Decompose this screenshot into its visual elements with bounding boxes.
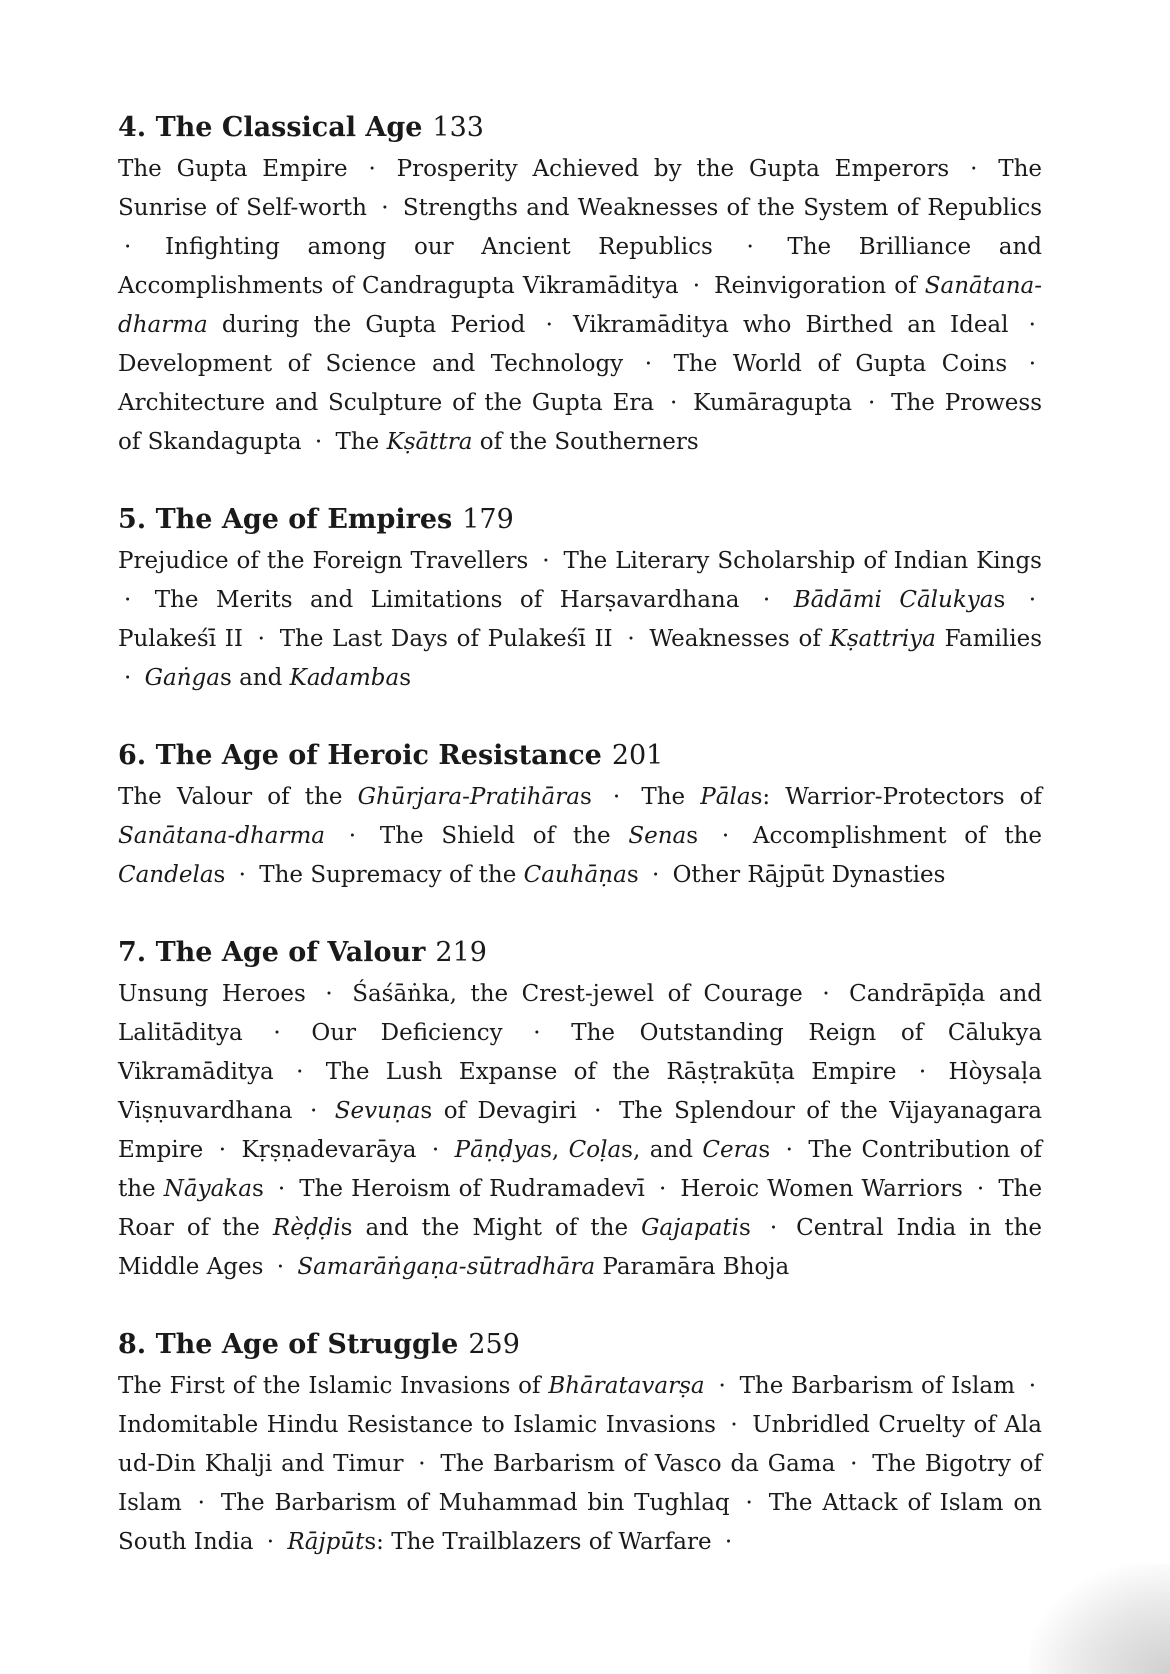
topic-separator: · bbox=[273, 1020, 281, 1046]
topic-text: s: Warrior-Protectors of bbox=[750, 784, 1043, 810]
topic-text: Unsung Heroes bbox=[118, 981, 306, 1007]
chapter-heading bbox=[118, 108, 1042, 148]
topic-separator: · bbox=[718, 1373, 726, 1399]
topic-item bbox=[573, 312, 1008, 338]
page-curl-shadow bbox=[1030, 1564, 1170, 1674]
topic-separator: · bbox=[785, 1137, 793, 1163]
topic-text: Central India in the Middle Ages bbox=[118, 1215, 1043, 1280]
chapter-entry bbox=[118, 108, 1042, 462]
chapter-page-number: 259 bbox=[468, 1329, 520, 1360]
topic-text: Hòysaḷa Viṣṇuvardhana bbox=[118, 1059, 1042, 1124]
chapter-title: 7. The Age of Valour bbox=[118, 937, 426, 968]
topic-text: The Lush Expanse of the Rāṣṭrakūṭa Empire bbox=[325, 1059, 897, 1085]
topic-italic-term: Pāṇḍya bbox=[454, 1137, 541, 1163]
topic-italic-term: Candela bbox=[118, 862, 214, 888]
topic-text: Families bbox=[935, 626, 1043, 652]
topic-text: s and the Might of the bbox=[340, 1215, 642, 1241]
topic-item bbox=[680, 1176, 962, 1202]
topic-separator: · bbox=[730, 1412, 738, 1438]
topic-text: s, and bbox=[621, 1137, 703, 1163]
topic-separator: · bbox=[542, 548, 550, 574]
topic-text: s, bbox=[540, 1137, 569, 1163]
topic-text: s bbox=[993, 587, 1006, 613]
topic-text: Infighting among our Ancient Republics bbox=[164, 234, 713, 260]
topic-separator: · bbox=[658, 1176, 667, 1202]
topic-separator: · bbox=[309, 1098, 318, 1124]
topic-text: Prosperity Achieved by the Gupta Emperors bbox=[396, 156, 950, 182]
topic-text: Prejudice of the Foreign Travellers bbox=[118, 548, 529, 574]
topic-separator: · bbox=[822, 981, 830, 1007]
topic-separator: · bbox=[266, 1529, 275, 1555]
topic-item bbox=[740, 1373, 1015, 1399]
topic-italic-term: Rājpūt bbox=[287, 1529, 365, 1555]
topic-text: The Roar of the bbox=[118, 1176, 1043, 1241]
chapter-heading bbox=[118, 933, 1042, 973]
topic-text: s bbox=[579, 784, 592, 810]
topic-item bbox=[118, 1373, 705, 1399]
topic-separator: · bbox=[1028, 312, 1036, 338]
topic-text: The Splendour of the Vijayanagara Empire bbox=[118, 1098, 1043, 1163]
topic-text: The Supremacy of the bbox=[259, 862, 524, 888]
topic-text: s and bbox=[219, 665, 290, 691]
topic-separator: · bbox=[692, 273, 701, 299]
topic-separator: · bbox=[314, 429, 323, 455]
topic-separator: · bbox=[745, 1490, 753, 1516]
topic-text: The Last Days of Pulakeśī II bbox=[279, 626, 613, 652]
topic-text: The Gupta Empire bbox=[118, 156, 348, 182]
topic-italic-term: Pāla bbox=[700, 784, 751, 810]
topic-item bbox=[794, 587, 1006, 613]
topic-separator: · bbox=[762, 587, 771, 613]
topic-separator: · bbox=[431, 1137, 440, 1163]
topic-text: Strengths and Weaknesses of the System of Republics bbox=[402, 195, 1043, 221]
topic-italic-term: Sanātana-dharma bbox=[118, 823, 326, 849]
topic-italic-term: Nāyaka bbox=[163, 1176, 252, 1202]
topic-item bbox=[221, 1490, 730, 1516]
topic-item bbox=[118, 390, 654, 416]
topic-item bbox=[335, 1098, 577, 1124]
topic-separator: · bbox=[1028, 1373, 1037, 1399]
topic-separator: · bbox=[124, 587, 132, 613]
topic-italic-term: Sena bbox=[628, 823, 687, 849]
chapter-page-number: 179 bbox=[462, 504, 514, 535]
topic-text: The Brilliance and Accomplishments of Candragupta Vikramāditya bbox=[118, 234, 1042, 299]
topic-item bbox=[649, 626, 1042, 652]
topic-text: The Prowess of Skandagupta bbox=[118, 390, 1043, 455]
topic-text: Indomitable Hindu Resistance to Islamic Invasions bbox=[118, 1412, 716, 1438]
topic-text: of the Southerners bbox=[472, 429, 699, 455]
topic-text: The Outstanding Reign of Cālukya Vikramāditya bbox=[118, 1020, 1043, 1085]
topic-text: Architecture and Sculpture of the Gupta Era bbox=[118, 390, 655, 416]
topic-item bbox=[118, 1412, 716, 1438]
topic-text: Kṛṣṇadevarāya bbox=[241, 1137, 417, 1163]
chapter-topics bbox=[118, 975, 1042, 1287]
topic-separator: · bbox=[124, 234, 132, 260]
chapter-page-number: 133 bbox=[432, 112, 484, 143]
topic-item bbox=[352, 981, 803, 1007]
chapter-title: 5. The Age of Empires bbox=[118, 504, 453, 535]
topic-italic-term: Bhāratavarṣa bbox=[548, 1373, 705, 1399]
topic-separator: · bbox=[644, 351, 653, 377]
topic-text: Kumāragupta bbox=[693, 390, 853, 416]
topic-text: s bbox=[739, 1215, 751, 1241]
topic-text: s bbox=[251, 1176, 264, 1202]
topic-item bbox=[440, 1451, 835, 1477]
chapter-entry bbox=[118, 736, 1042, 895]
chapter-title: 4. The Classical Age bbox=[118, 112, 423, 143]
topic-item bbox=[287, 1529, 711, 1555]
topic-italic-term: Sevuṇa bbox=[334, 1098, 421, 1124]
topic-item bbox=[118, 626, 243, 652]
topic-separator: · bbox=[918, 1059, 927, 1085]
topic-italic-term: Ghūrjara-Pratihāra bbox=[357, 784, 580, 810]
topic-text: Unbridled Cruelty of Ala ud-Din Khalji and Timur bbox=[118, 1412, 1042, 1477]
chapter-title: 6. The Age of Heroic Resistance bbox=[118, 740, 602, 771]
topic-item bbox=[118, 156, 348, 182]
topic-separator: · bbox=[124, 665, 132, 691]
topic-text: Weaknesses of bbox=[649, 626, 830, 652]
topic-item bbox=[118, 784, 592, 810]
topic-separator: · bbox=[368, 156, 376, 182]
chapter-page-number: 219 bbox=[435, 937, 487, 968]
topic-item bbox=[280, 626, 613, 652]
topic-text: s: The Trailblazers of Warfare bbox=[364, 1529, 712, 1555]
topic-item bbox=[397, 156, 950, 182]
topic-text: The First of the Islamic Invasions of bbox=[118, 1373, 549, 1399]
topic-italic-term: Samarāṅgaṇa-sūtradhāra bbox=[297, 1254, 596, 1280]
topic-separator: · bbox=[627, 626, 635, 652]
topic-text: The Contribution of the bbox=[118, 1137, 1042, 1202]
topic-item bbox=[335, 429, 698, 455]
topic-separator: · bbox=[970, 156, 978, 182]
topic-italic-term: Cauhāṇa bbox=[523, 862, 627, 888]
topic-text: s bbox=[399, 665, 412, 691]
topic-separator: · bbox=[669, 390, 678, 416]
topic-text: s bbox=[686, 823, 699, 849]
topic-separator: · bbox=[850, 1451, 858, 1477]
topic-text: The Valour of the bbox=[118, 784, 358, 810]
topic-italic-term: Bādāmi Cālukya bbox=[793, 587, 994, 613]
topic-separator: · bbox=[533, 1020, 541, 1046]
chapter-topics bbox=[118, 542, 1042, 698]
chapter-list bbox=[118, 108, 1042, 1562]
topic-text: s bbox=[758, 1137, 771, 1163]
topic-italic-term: Kadamba bbox=[289, 665, 400, 691]
topic-italic-term: Sanātana-dharma bbox=[118, 273, 1043, 338]
topic-item bbox=[380, 823, 698, 849]
topic-separator: · bbox=[976, 1176, 985, 1202]
topic-text: s bbox=[626, 862, 639, 888]
topic-text: The Shield of the bbox=[379, 823, 629, 849]
topic-separator: · bbox=[348, 823, 357, 849]
topic-item bbox=[455, 1137, 771, 1163]
chapter-entry bbox=[118, 933, 1042, 1287]
topic-separator: · bbox=[867, 390, 876, 416]
topic-separator: · bbox=[381, 195, 389, 221]
topic-separator: · bbox=[418, 1451, 426, 1477]
table-of-contents-page bbox=[118, 108, 1042, 1600]
topic-text: The bbox=[641, 784, 701, 810]
topic-item bbox=[326, 1059, 897, 1085]
topic-text: Pulakeśī II bbox=[118, 626, 243, 652]
topic-separator: · bbox=[612, 784, 621, 810]
topic-item bbox=[165, 234, 713, 260]
topic-item bbox=[693, 390, 852, 416]
chapter-heading bbox=[118, 500, 1042, 540]
topic-text: Other Rājpūt Dynasties bbox=[672, 862, 946, 888]
chapter-heading bbox=[118, 1325, 1042, 1365]
topic-item bbox=[403, 195, 1042, 221]
topic-text: Our Deficiency bbox=[311, 1020, 503, 1046]
topic-text: The Attack of Islam on South India bbox=[118, 1490, 1042, 1555]
topic-text: The Literary Scholarship of Indian Kings bbox=[563, 548, 1042, 574]
chapter-page-number: 201 bbox=[611, 740, 664, 771]
topic-italic-term: Rèḍḍi bbox=[272, 1215, 341, 1241]
topic-separator: · bbox=[545, 312, 553, 338]
topic-text: The World of Gupta Coins bbox=[673, 351, 1008, 377]
topic-text: Accomplishment of the bbox=[752, 823, 1042, 849]
topic-text: The Sunrise of Self-worth bbox=[118, 156, 1043, 221]
topic-text: s bbox=[213, 862, 226, 888]
topic-separator: · bbox=[721, 823, 730, 849]
topic-text: s of Devagiri bbox=[420, 1098, 577, 1124]
topic-text: The bbox=[335, 429, 387, 455]
topic-item bbox=[118, 548, 528, 574]
chapter-topics bbox=[118, 1367, 1042, 1562]
topic-italic-term: Cera bbox=[702, 1137, 759, 1163]
topic-text: Śaśāṅka, the Crest-jewel of Courage bbox=[352, 981, 803, 1007]
topic-italic-term: Kṣattriya bbox=[829, 626, 936, 652]
topic-item bbox=[145, 665, 411, 691]
topic-separator: · bbox=[746, 234, 754, 260]
chapter-entry bbox=[118, 500, 1042, 698]
topic-separator: · bbox=[1028, 351, 1037, 377]
topic-separator: · bbox=[296, 1059, 304, 1085]
topic-text: Development of Science and Technology bbox=[118, 351, 624, 377]
topic-text: Heroic Women Warriors bbox=[680, 1176, 963, 1202]
topic-separator: · bbox=[197, 1490, 205, 1516]
chapter-title: 8. The Age of Struggle bbox=[118, 1329, 459, 1360]
topic-separator: · bbox=[277, 1176, 286, 1202]
topic-separator: · bbox=[651, 862, 660, 888]
topic-item bbox=[563, 548, 1042, 574]
topic-italic-term: Gaṅga bbox=[144, 665, 220, 691]
topic-text: The Merits and Limitations of Harṣavardhana bbox=[154, 587, 740, 613]
topic-item bbox=[241, 1137, 416, 1163]
topic-italic-term: Coḷa bbox=[568, 1137, 622, 1163]
topic-item bbox=[299, 1176, 645, 1202]
topic-text: Reinvigoration of bbox=[714, 273, 925, 299]
chapter-topics bbox=[118, 778, 1042, 895]
topic-item bbox=[259, 862, 638, 888]
topic-italic-term: Gajapati bbox=[641, 1215, 740, 1241]
topic-separator: · bbox=[276, 1254, 285, 1280]
topic-text: The Barbarism of Vasco da Gama bbox=[440, 1451, 836, 1477]
topic-separator: · bbox=[724, 1529, 733, 1555]
topic-item bbox=[297, 1254, 789, 1280]
topic-separator: · bbox=[769, 1215, 778, 1241]
topic-separator: · bbox=[238, 862, 246, 888]
topic-text: during the Gupta Period bbox=[207, 312, 526, 338]
topic-item bbox=[118, 351, 623, 377]
topic-text: The Barbarism of Muhammad bin Tughlaq bbox=[220, 1490, 730, 1516]
topic-separator: · bbox=[257, 626, 265, 652]
topic-separator: · bbox=[218, 1137, 227, 1163]
topic-text: The Barbarism of Islam bbox=[739, 1373, 1015, 1399]
topic-text: Candrāpīḍa and Lalitāditya bbox=[118, 981, 1043, 1046]
chapter-entry bbox=[118, 1325, 1042, 1562]
topic-separator: · bbox=[1028, 587, 1037, 613]
topic-text: Vikramāditya who Birthed an Ideal bbox=[573, 312, 1009, 338]
topic-item bbox=[155, 587, 740, 613]
topic-separator: · bbox=[325, 981, 333, 1007]
topic-item bbox=[118, 981, 306, 1007]
topic-text: The Bigotry of Islam bbox=[118, 1451, 1043, 1516]
topic-italic-term: Kṣāttra bbox=[386, 429, 473, 455]
topic-text: The Heroism of Rudramadevī bbox=[299, 1176, 645, 1202]
topic-item bbox=[674, 351, 1008, 377]
chapter-heading bbox=[118, 736, 1042, 776]
topic-item bbox=[311, 1020, 502, 1046]
chapter-topics bbox=[118, 150, 1042, 462]
topic-item bbox=[673, 862, 946, 888]
topic-text: Paramāra Bhoja bbox=[595, 1254, 790, 1280]
topic-separator: · bbox=[594, 1098, 602, 1124]
